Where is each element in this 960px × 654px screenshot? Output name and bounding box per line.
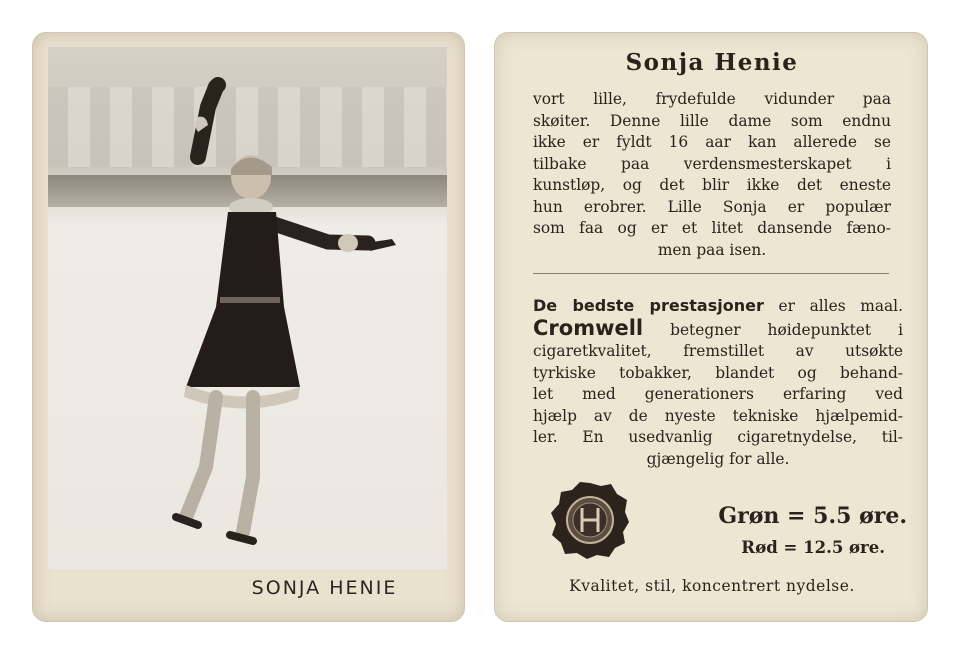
wax-seal-logo: [549, 480, 631, 560]
biography-line: hun erobrer. Lille Sonja er populær: [533, 197, 891, 216]
ad-line: hjælp av de nyeste tekniske hjælpemid-: [533, 406, 903, 425]
trading-card-front: [32, 32, 465, 622]
section-divider: [533, 273, 889, 274]
slogan: Kvalitet, stil, koncentrert nydelse.: [569, 577, 855, 595]
biography-line: vort lille, frydefulde vidunder paa: [533, 90, 891, 108]
ad-line: tyrkiske tobakker, blandet og behand-: [533, 363, 903, 382]
ad-line: cigaretkvalitet, fremstillet av utsøkte: [533, 342, 903, 360]
ad-brand-rest: betegner høidepunktet i: [643, 320, 903, 339]
ad-line: gjængelig for alle.: [646, 449, 790, 468]
ad-line: [533, 315, 903, 342]
price-red: Rød = 12.5 øre.: [741, 538, 885, 557]
card-title: Sonja Henie: [625, 49, 799, 76]
ad-lead: De bedste prestasjoner: [533, 296, 764, 315]
price-green: Grøn = 5.5 øre.: [718, 503, 907, 529]
ad-line: ler. En usedvanlig cigaretnydelse, til-: [533, 428, 903, 446]
biography-line: ikke er fyldt 16 aar kan allerede se: [533, 133, 891, 151]
skater-figure: [48, 47, 447, 569]
biography-line: som faa og er et litet dansende fæno-: [533, 219, 891, 237]
biography-line: skøiter. Denne lille dame som endnu: [533, 111, 891, 130]
biography-line: men paa isen.: [657, 240, 767, 259]
biography-line: kunstløp, og det blir ikke det eneste: [533, 176, 891, 194]
advertisement-paragraph: [533, 295, 903, 470]
skater-photo: [48, 47, 447, 569]
ad-line: [533, 295, 903, 318]
biography-paragraph: [533, 89, 891, 261]
biography-line: tilbake paa verdensmesterskapet i: [533, 154, 891, 173]
ad-lead-rest: er alles maal.: [763, 297, 903, 315]
trading-card-back: [494, 32, 928, 622]
ad-line: let med generationers erfaring ved: [533, 385, 903, 403]
brand-name: Cromwell: [533, 315, 644, 340]
card-caption: SONJA HENIE: [251, 577, 398, 599]
